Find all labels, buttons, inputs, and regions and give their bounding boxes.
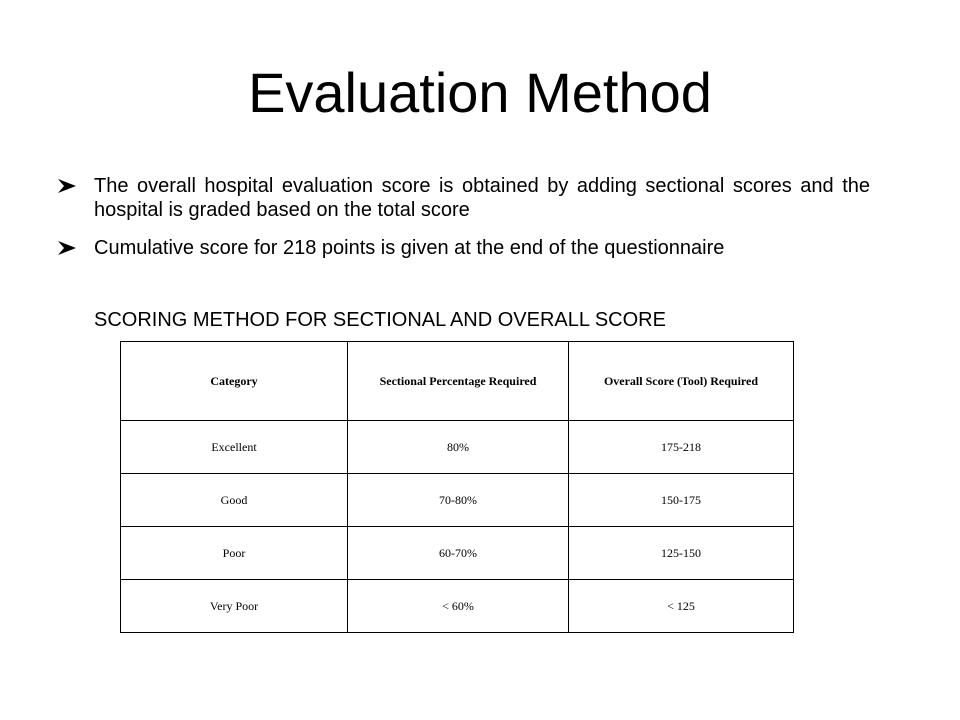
column-header-overall-score: Overall Score (Tool) Required: [569, 342, 794, 421]
column-header-sectional-percentage: Sectional Percentage Required: [348, 342, 569, 421]
table-cell-category: Good: [121, 474, 348, 527]
table-cell-overall-score: 150-175: [569, 474, 794, 527]
scoring-table: [120, 341, 794, 633]
table-row: [121, 474, 794, 527]
table-cell-sectional-percentage: 80%: [348, 421, 569, 474]
table-cell-sectional-percentage: < 60%: [348, 580, 569, 633]
table-cell-sectional-percentage: 60-70%: [348, 527, 569, 580]
table-row: [121, 580, 794, 633]
table-row: [121, 421, 794, 474]
table-cell-category: Excellent: [121, 421, 348, 474]
bullet-text: Cumulative score for 218 points is given at the end of the questionnaire: [94, 237, 725, 259]
table-cell-overall-score: < 125: [569, 580, 794, 633]
bullet-item: [58, 236, 870, 260]
arrow-bullet-icon: [58, 241, 76, 255]
table-cell-category: Very Poor: [121, 580, 348, 633]
slide-title: Evaluation Method: [248, 61, 712, 124]
table-cell-category: Poor: [121, 527, 348, 580]
column-header-category: Category: [121, 342, 348, 421]
table-cell-overall-score: 175-218: [569, 421, 794, 474]
bullet-item: [58, 174, 870, 222]
bullet-list: [58, 174, 870, 260]
arrow-bullet-icon: [58, 179, 76, 193]
table-cell-sectional-percentage: 70-80%: [348, 474, 569, 527]
table-cell-overall-score: 125-150: [569, 527, 794, 580]
table-row: [121, 527, 794, 580]
table-header-row: [121, 342, 794, 421]
table-heading: SCORING METHOD FOR SECTIONAL AND OVERALL SCORE: [94, 309, 666, 331]
bullet-text: The overall hospital evaluation score is obtained by adding sectional scores and the hospital is graded based on the total score: [94, 175, 870, 221]
